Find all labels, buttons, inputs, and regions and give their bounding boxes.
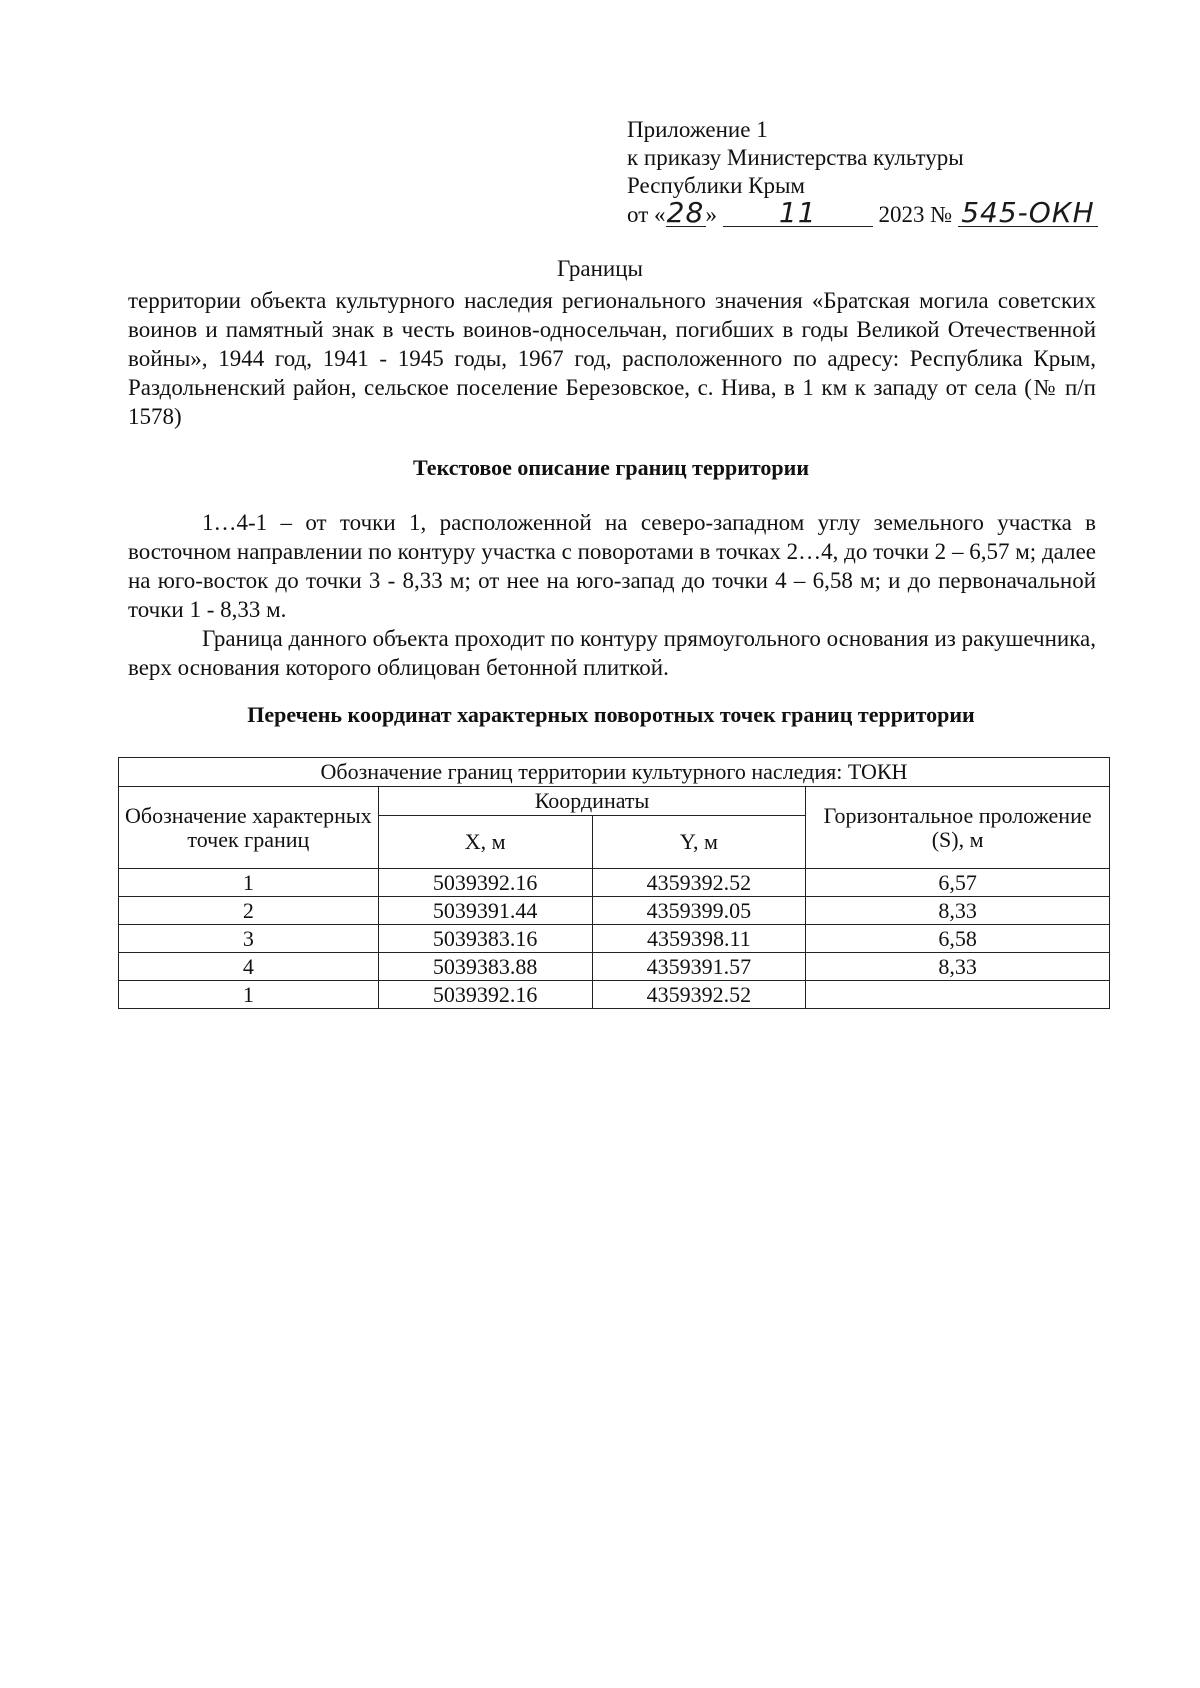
coordinates-table [118,757,1110,1009]
date-prefix: от « [627,202,666,227]
document-title: Границы [557,256,643,281]
appendix-line-2: к приказу Министерства культуры [627,145,964,170]
cell-point: 3 [119,925,379,953]
header-coordinates: Координаты [378,787,806,816]
header-points: Обозначение характерных точек границ [119,787,379,869]
cell-s: 6,58 [806,925,1110,953]
cell-y: 4359398.11 [592,925,806,953]
order-number: 545-ОКН [958,200,1098,227]
cell-y: 4359399.05 [592,897,806,925]
header-x: X, м [378,816,592,869]
table-caption: Обозначение границ территории культурного наследия: ТОКН [119,758,1110,787]
cell-x: 5039392.16 [378,869,592,897]
cell-s: 6,57 [806,869,1110,897]
cell-x: 5039392.16 [378,981,592,1009]
cell-y: 4359391.57 [592,953,806,981]
header-y: Y, м [592,816,806,869]
year-label: 2023 № [878,202,953,227]
cell-point: 4 [119,953,379,981]
intro-paragraph: территории объекта культурного наследия регионального значения «Братская могила советских воинов и памятный знак в честь воинов-односельчан, погибших в годы Великой Отечественной войны», 1944 год, 1941 - 1945 годы, 1967 год, расположенного по адресу: Республика Крым, Раздольненский район, сельское поселение Березовское, с. Нива, в 1 км к западу от села (№ п/п 1578) [128,288,1096,429]
date-month: 11 [723,200,873,227]
cell-point: 2 [119,897,379,925]
table-row [119,869,1110,897]
date-mid: » [705,202,717,227]
appendix-line-3: Республики Крым [627,173,805,198]
cell-x: 5039383.88 [378,953,592,981]
cell-point: 1 [119,869,379,897]
table-row [119,925,1110,953]
appendix-block [627,116,1095,229]
cell-x: 5039383.16 [378,925,592,953]
section-heading-description: Текстовое описание границ территории [412,455,810,480]
description-paragraph-2: Граница данного объекта проходит по контуру прямоугольного основания из ракушечника, верх основания которого облицован бетонной плиткой. [128,626,1096,680]
cell-x: 5039391.44 [378,897,592,925]
cell-y: 4359392.52 [592,869,806,897]
cell-s [806,981,1110,1009]
header-distance: Горизонтальное проложение (S), м [806,787,1110,869]
date-day: 28 [666,196,705,229]
cell-s: 8,33 [806,897,1110,925]
cell-y: 4359392.52 [592,981,806,1009]
order-date-line [627,196,1095,229]
appendix-line-1: Приложение 1 [627,117,768,142]
section-heading-coordinates: Перечень координат характерных поворотных точек границ территории [247,702,975,727]
table-row [119,897,1110,925]
table-row [119,981,1110,1009]
cell-s: 8,33 [806,953,1110,981]
boundary-description [128,508,1096,682]
description-paragraph-1: 1…4-1 – от точки 1, расположенной на северо-западном углу земельного участка в восточном направлении по контуру участка с поворотами в точках 2…4, до точки 2 – 6,57 м; далее на юго-восток до точки 3 - 8,33 м; от нее на юго-запад до точки 4 – 6,58 м; и до первоначальной точки 1 - 8,33 м. [128,510,1096,622]
table-row [119,953,1110,981]
cell-point: 1 [119,981,379,1009]
